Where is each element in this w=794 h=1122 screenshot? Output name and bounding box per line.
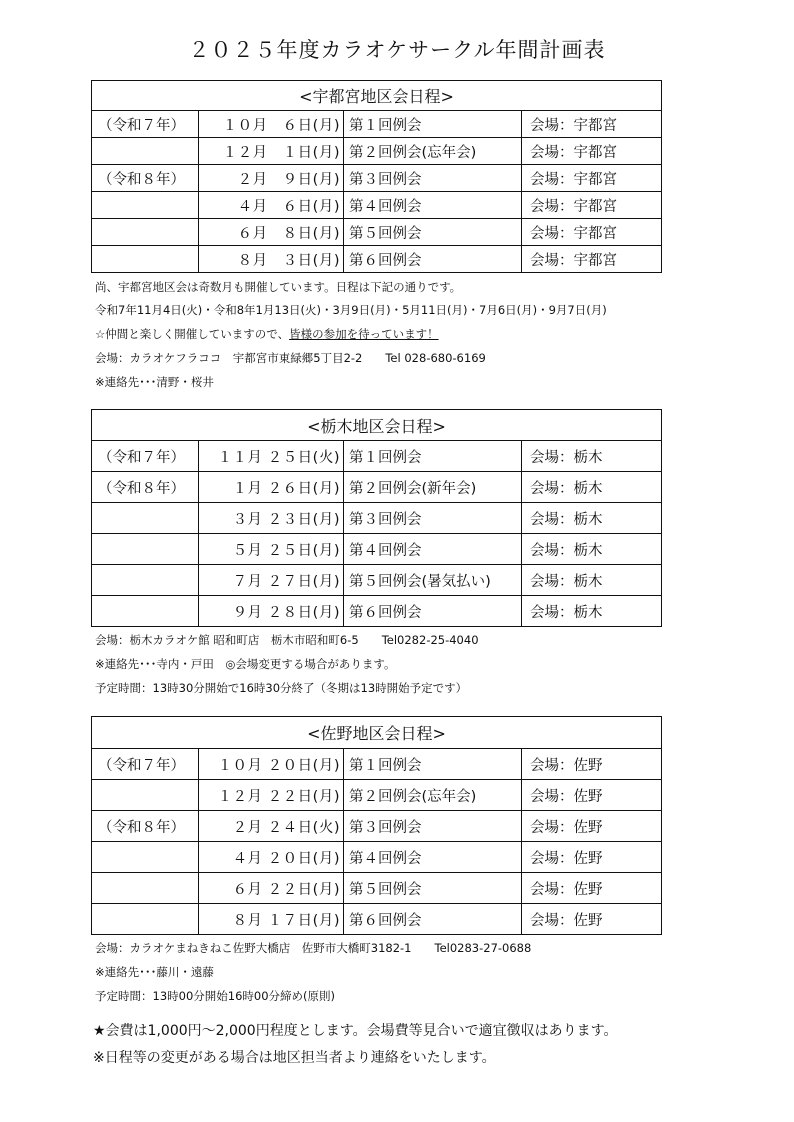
date-cell: ２月 ２４日(火)	[199, 811, 344, 842]
event-cell: 第３回例会	[344, 503, 522, 534]
event-cell: 第６回例会	[344, 246, 522, 273]
table-row	[92, 219, 662, 246]
event-cell: 第３回例会	[344, 811, 522, 842]
page-title: ２０２５年度カラオケサークル年間計画表	[188, 38, 606, 62]
venue-cell: 会場：栃木	[522, 472, 662, 503]
venue-cell: 会場：栃木	[522, 534, 662, 565]
era-cell	[92, 534, 199, 565]
venue-cell: 会場：栃木	[522, 596, 662, 627]
invite-text: ☆仲間と楽しく開催していますので、	[95, 327, 290, 341]
venue-cell: 会場：宇都宮	[522, 111, 662, 138]
event-cell: 第６回例会	[344, 904, 522, 935]
era-cell: （令和８年）	[92, 811, 199, 842]
table-row	[92, 503, 662, 534]
era-cell	[92, 565, 199, 596]
table-row	[92, 138, 662, 165]
era-cell	[92, 904, 199, 935]
era-cell: （令和７年）	[92, 749, 199, 780]
event-cell: 第４回例会	[344, 842, 522, 873]
table-row	[92, 111, 662, 138]
date-cell: １２月 １日(月)	[199, 138, 344, 165]
table-row	[92, 811, 662, 842]
table-row	[92, 596, 662, 627]
date-cell: ９月 ２８日(月)	[199, 596, 344, 627]
venue-cell: 会場：佐野	[522, 873, 662, 904]
sano-header: <佐野地区会日程>	[92, 717, 662, 749]
sano-schedule-table	[91, 716, 662, 935]
table-row	[92, 472, 662, 503]
table-row	[92, 873, 662, 904]
era-cell: （令和７年）	[92, 111, 199, 138]
sano-time: 予定時間：13時00分開始16時00分締め(原則)	[95, 989, 336, 1003]
table-row	[92, 780, 662, 811]
tochigi-contact: ※連絡先･･･寺内・戸田 ◎会場変更する場合があります。	[95, 657, 396, 671]
event-cell: 第５回例会	[344, 873, 522, 904]
era-cell	[92, 138, 199, 165]
table-row	[92, 246, 662, 273]
date-cell: ８月 １７日(月)	[199, 904, 344, 935]
tochigi-schedule-table	[91, 409, 662, 627]
tochigi-venue-info: 会場：栃木カラオケ館 昭和町店 栃木市昭和町6-5 Tel0282-25-4040	[95, 633, 479, 647]
fee-note: ★会費は1,000円～2,000円程度とします。会場費等見合いで適宜徴収はあります。	[93, 1023, 618, 1039]
date-cell: ５月 ２５日(月)	[199, 534, 344, 565]
tochigi-time: 予定時間：13時30分開始で16時30分終了（冬期は13時開始予定です）	[95, 681, 468, 695]
venue-cell: 会場：佐野	[522, 749, 662, 780]
table-row	[92, 565, 662, 596]
date-cell: ４月 ２０日(月)	[199, 842, 344, 873]
date-cell: １２月 ２２日(月)	[199, 780, 344, 811]
table-row	[92, 904, 662, 935]
event-cell: 第２回例会(新年会)	[344, 472, 522, 503]
date-cell: １１月 ２５日(火)	[199, 441, 344, 472]
event-cell: 第２回例会(忘年会)	[344, 138, 522, 165]
sano-contact: ※連絡先･･･藤川・遠藤	[95, 965, 214, 979]
date-cell: ７月 ２７日(月)	[199, 565, 344, 596]
table-row	[92, 441, 662, 472]
venue-cell: 会場：宇都宮	[522, 219, 662, 246]
table-row	[92, 749, 662, 780]
schedule-change-note: ※日程等の変更がある場合は地区担当者より連絡をいたします。	[93, 1050, 496, 1066]
venue-cell: 会場：佐野	[522, 811, 662, 842]
venue-cell: 会場：宇都宮	[522, 192, 662, 219]
utsunomiya-schedule-table	[91, 80, 662, 273]
era-cell	[92, 596, 199, 627]
event-cell: 第１回例会	[344, 441, 522, 472]
era-cell: （令和８年）	[92, 165, 199, 192]
date-cell: ６月 ８日(月)	[199, 219, 344, 246]
event-cell: 第５回例会(暑気払い)	[344, 565, 522, 596]
table-row	[92, 192, 662, 219]
event-cell: 第１回例会	[344, 749, 522, 780]
event-cell: 第２回例会(忘年会)	[344, 780, 522, 811]
venue-cell: 会場：宇都宮	[522, 246, 662, 273]
venue-cell: 会場：佐野	[522, 780, 662, 811]
event-cell: 第６回例会	[344, 596, 522, 627]
tochigi-header: <栃木地区会日程>	[92, 410, 662, 441]
venue-cell: 会場：栃木	[522, 565, 662, 596]
event-cell: 第４回例会	[344, 192, 522, 219]
event-cell: 第１回例会	[344, 111, 522, 138]
venue-cell: 会場：宇都宮	[522, 138, 662, 165]
era-cell	[92, 842, 199, 873]
era-cell	[92, 873, 199, 904]
venue-cell: 会場：栃木	[522, 441, 662, 472]
venue-cell: 会場：佐野	[522, 842, 662, 873]
era-cell: （令和７年）	[92, 441, 199, 472]
venue-cell: 会場：宇都宮	[522, 165, 662, 192]
venue-cell: 会場：栃木	[522, 503, 662, 534]
sano-venue-info: 会場：カラオケまねきねこ佐野大橋店 佐野市大橋町3182-1 Tel0283-27-0688	[95, 941, 532, 955]
utsunomiya-header: <宇都宮地区会日程>	[92, 81, 662, 111]
utsunomiya-note-invite	[95, 326, 439, 342]
table-row	[92, 165, 662, 192]
table-row	[92, 842, 662, 873]
date-cell: １月 ２６日(月)	[199, 472, 344, 503]
event-cell: 第３回例会	[344, 165, 522, 192]
invite-underlined-text: 皆様の参加を待っています！	[289, 327, 439, 341]
era-cell: （令和８年）	[92, 472, 199, 503]
date-cell: １０月 ６日(月)	[199, 111, 344, 138]
era-cell	[92, 192, 199, 219]
event-cell: 第５回例会	[344, 219, 522, 246]
date-cell: ４月 ６日(月)	[199, 192, 344, 219]
utsunomiya-venue-info: 会場：カラオケフラココ 宇都宮市東緑郷5丁目2-2 Tel 028-680-6169	[95, 351, 486, 365]
date-cell: １０月 ２０日(月)	[199, 749, 344, 780]
venue-cell: 会場：佐野	[522, 904, 662, 935]
era-cell	[92, 219, 199, 246]
event-cell: 第４回例会	[344, 534, 522, 565]
date-cell: ６月 ２２日(月)	[199, 873, 344, 904]
date-cell: ２月 ９日(月)	[199, 165, 344, 192]
date-cell: ８月 ３日(月)	[199, 246, 344, 273]
era-cell	[92, 246, 199, 273]
utsunomiya-note-extra-dates: 令和7年11月4日(火)・令和8年1月13日(火)・3月9日(月)・5月11日(月)・7月6日(月)・9月7日(月)	[95, 303, 607, 317]
utsunomiya-contact: ※連絡先･･･清野・桜井	[95, 375, 214, 389]
table-row	[92, 534, 662, 565]
era-cell	[92, 503, 199, 534]
utsunomiya-note-odd-months: 尚、宇都宮地区会は奇数月も開催しています。日程は下記の通りです。	[95, 280, 462, 294]
era-cell	[92, 780, 199, 811]
date-cell: ３月 ２３日(月)	[199, 503, 344, 534]
